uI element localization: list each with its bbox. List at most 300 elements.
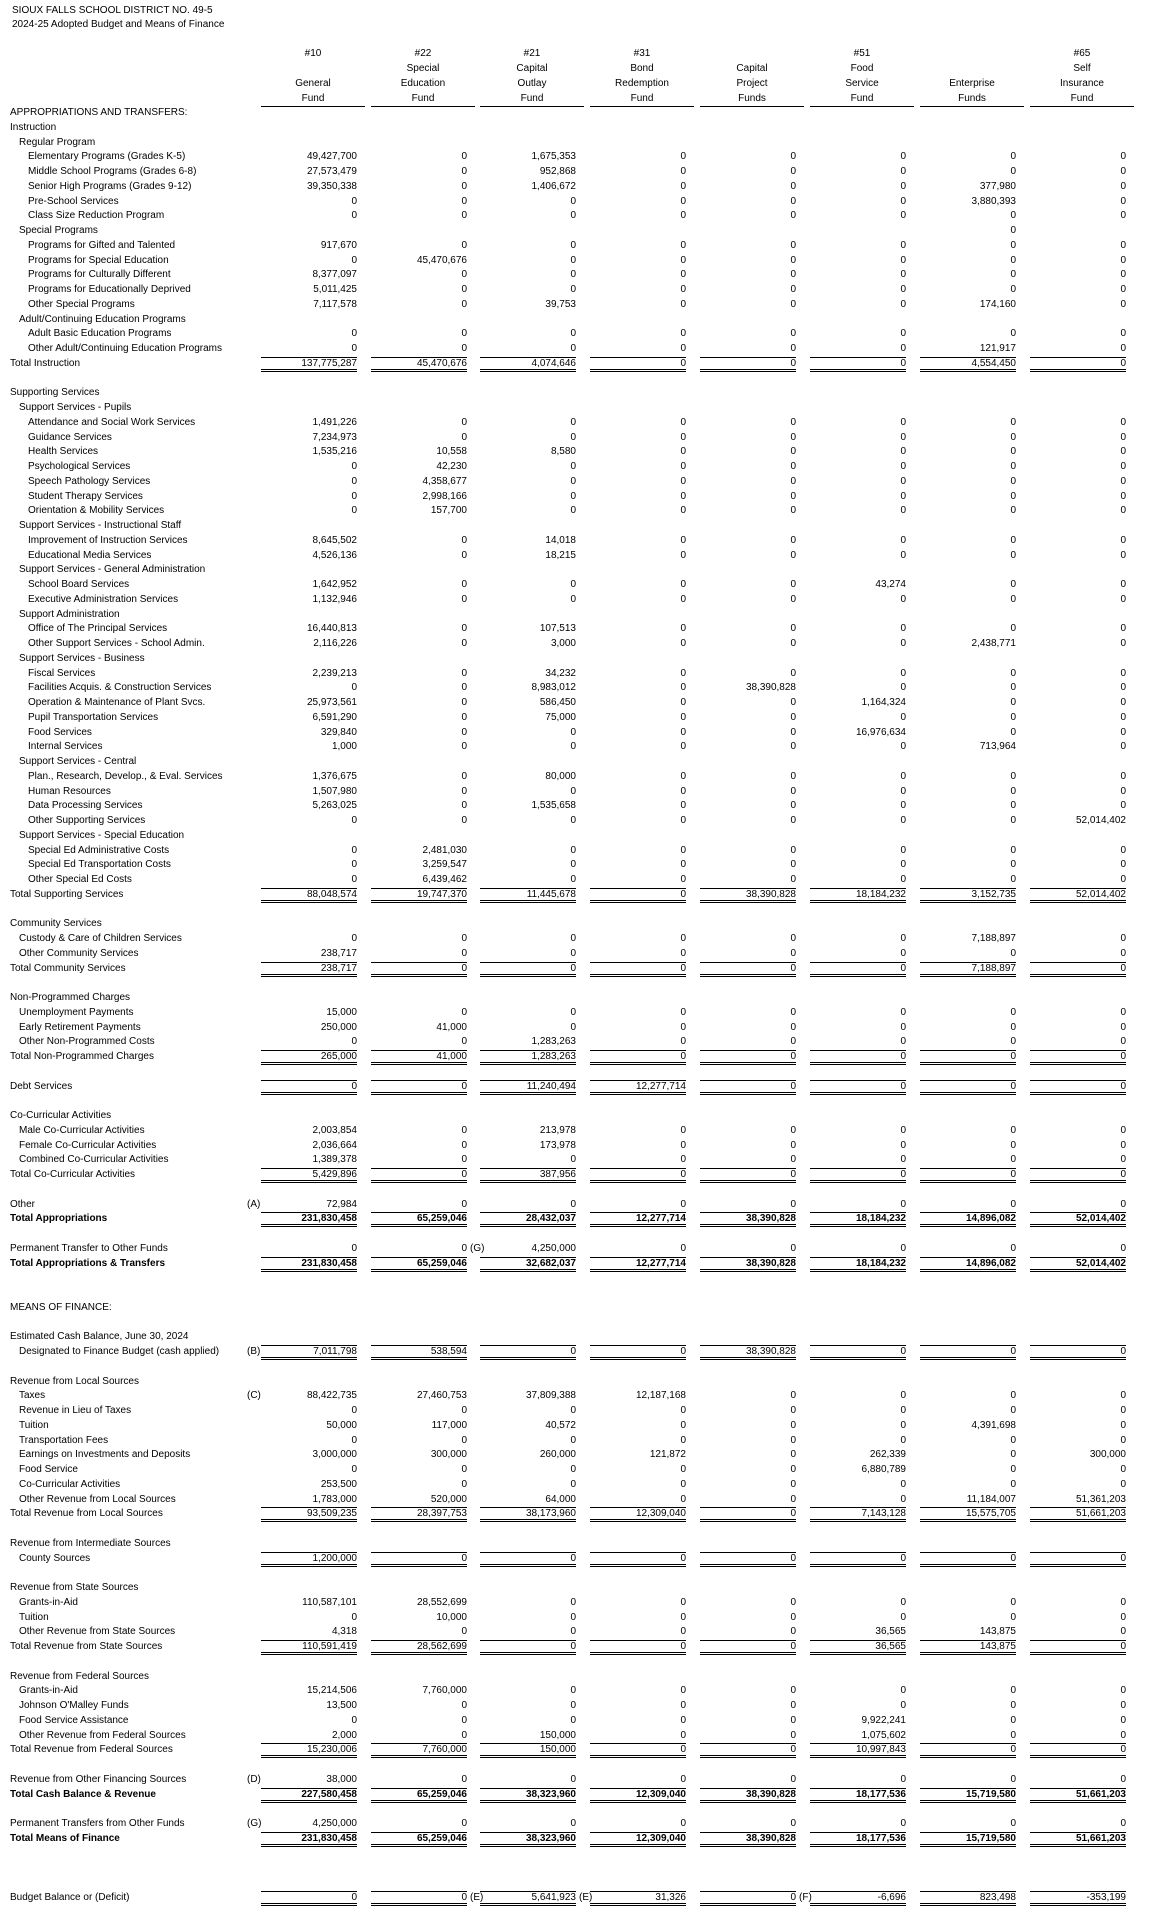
cell-value: 0 (680, 195, 686, 207)
cell-value: -6,696 (810, 1891, 906, 1906)
cell-value: 0 (1120, 269, 1126, 281)
cell-value: 0 (1120, 947, 1126, 959)
row-label: Pupil Transportation Services (28, 711, 159, 723)
cell-value: 0 (900, 298, 906, 310)
cell-value: 0 (790, 785, 796, 797)
cell-value: 88,048,574 (261, 888, 357, 903)
cell-value: 0 (900, 416, 906, 428)
cell-value: 0 (1120, 741, 1126, 753)
cell-value: 0 (900, 461, 906, 472)
cell-value: 0 (790, 1626, 796, 1638)
cell-value: 0 (1120, 1036, 1126, 1048)
row-label: Programs for Special Education (28, 254, 169, 266)
cell-value: 0 (1010, 151, 1016, 163)
cell-value: 0 (790, 1124, 796, 1136)
cell-value: 0 (1120, 505, 1126, 517)
cell-value: 31,326 (590, 1891, 686, 1906)
column-header-line: #51 (853, 48, 871, 59)
cell-value: 0 (590, 1168, 686, 1183)
cell-value: 38,390,828 (745, 682, 796, 694)
cell-value: 0 (790, 697, 796, 708)
cell-value: 0 (461, 785, 467, 797)
column-header-line: #21 (523, 48, 541, 59)
cell-value: 0 (1010, 1729, 1016, 1741)
cell-value: 0 (920, 1080, 1016, 1095)
column-header (700, 46, 804, 107)
cell-value: 75,000 (545, 711, 576, 723)
cell-value: 0 (700, 1050, 796, 1065)
cell-value: 0 (1010, 667, 1016, 679)
cell-value: 0 (461, 1626, 467, 1638)
row-label: Plan., Research, Develop., & Eval. Services (28, 770, 223, 782)
cell-value: 0 (680, 1729, 686, 1741)
row-label: Support Services - Special Education (19, 829, 185, 841)
row-label: Support Services - Business (19, 652, 145, 664)
cell-value: 1,491,226 (312, 416, 357, 428)
column-header-line: Capital (736, 63, 768, 74)
cell-value: 0 (570, 1405, 576, 1416)
cell-value: 0 (1010, 549, 1016, 561)
cell-value: 28,562,699 (371, 1640, 467, 1655)
cell-value: 0 (790, 461, 796, 472)
cell-value: 0 (351, 874, 357, 885)
cell-value: 0 (1120, 1464, 1126, 1475)
cell-value: 0 (1120, 1685, 1126, 1697)
cell-value: 0 (1010, 682, 1016, 694)
cell-value: 0 (461, 933, 467, 944)
cell-value: 0 (1120, 343, 1126, 354)
cell-value: 0 (810, 962, 906, 977)
cell-value: 0 (790, 1154, 796, 1166)
cell-value: 227,580,458 (261, 1788, 357, 1803)
cell-value: 260,000 (539, 1449, 576, 1461)
cell-value: 0 (680, 933, 686, 944)
cell-value: 0 (810, 1552, 906, 1567)
cell-value: 265,000 (261, 1050, 357, 1065)
cell-value: 0 (1010, 697, 1016, 708)
footnote-marker: (E) (579, 1891, 593, 1903)
cell-value: 0 (351, 328, 357, 340)
column-header-line: Fund (261, 91, 365, 107)
cell-value: 0 (790, 490, 796, 502)
cell-value: 0 (461, 1139, 467, 1151)
cell-value: 0 (461, 1464, 467, 1475)
cell-value: 238,717 (261, 962, 357, 977)
cell-value: 1,642,952 (312, 579, 357, 590)
cell-value: 0 (590, 1345, 686, 1360)
cell-value: 7,760,000 (371, 1743, 467, 1758)
cell-value: 0 (570, 461, 576, 472)
cell-value: 0 (680, 461, 686, 472)
row-label: MEANS OF FINANCE: (10, 1301, 112, 1313)
cell-value: 0 (790, 844, 796, 856)
cell-value: 0 (1010, 844, 1016, 856)
cell-value: 0 (790, 1464, 796, 1475)
cell-value: 0 (1120, 431, 1126, 443)
cell-value: 0 (900, 1478, 906, 1490)
cell-value: 32,682,037 (480, 1257, 576, 1272)
cell-value: 0 (1120, 1611, 1126, 1623)
column-header-line (261, 61, 365, 76)
cell-value: 0 (1010, 431, 1016, 443)
cell-value: 9,922,241 (861, 1714, 906, 1726)
cell-value: 65,259,046 (371, 1257, 467, 1272)
cell-value: 0 (1010, 1449, 1016, 1461)
cell-value: 0 (351, 1464, 357, 1475)
cell-value: 72,984 (326, 1198, 357, 1210)
cell-value: 0 (900, 328, 906, 340)
row-label: Earnings on Investments and Deposits (19, 1449, 191, 1461)
cell-value: 0 (461, 1006, 467, 1018)
cell-value: 6,591,290 (312, 711, 357, 723)
cell-value: 27,460,753 (416, 1390, 467, 1402)
cell-value: 7,143,128 (810, 1507, 906, 1522)
cell-value: 0 (1120, 1390, 1126, 1402)
cell-value: 0 (900, 874, 906, 885)
row-label: Other Revenue from Local Sources (19, 1493, 176, 1505)
cell-value: 0 (1010, 874, 1016, 885)
cell-value: 253,500 (320, 1478, 357, 1490)
cell-value: 0 (461, 1818, 467, 1829)
cell-value: 0 (900, 947, 906, 959)
column-header (920, 46, 1024, 107)
cell-value: 0 (1120, 446, 1126, 458)
row-label: Other Community Services (19, 947, 139, 959)
cell-value: 0 (1120, 461, 1126, 472)
column-header (810, 46, 914, 107)
row-label: Co-Curricular Activities (19, 1478, 121, 1490)
row-label: Total Revenue from State Sources (10, 1641, 163, 1652)
cell-value: 0 (480, 1345, 576, 1360)
cell-value: 0 (351, 933, 357, 944)
cell-value: 38,390,828 (700, 1212, 796, 1227)
cell-value: 0 (461, 638, 467, 649)
cell-value: 0 (461, 1773, 467, 1785)
cell-value: 2,438,771 (971, 638, 1016, 649)
row-label: Middle School Programs (Grades 6-8) (28, 166, 197, 177)
cell-value: 0 (461, 180, 467, 192)
cell-value: 121,872 (649, 1449, 686, 1461)
cell-value: 0 (900, 859, 906, 871)
row-label: Other Support Services - School Admin. (28, 638, 205, 649)
cell-value: 0 (1120, 1626, 1126, 1638)
cell-value: 0 (790, 859, 796, 871)
cell-value: 0 (351, 490, 357, 502)
cell-value: 0 (1010, 446, 1016, 458)
cell-value: 1,075,602 (861, 1729, 906, 1741)
cell-value: 538,594 (371, 1345, 467, 1360)
column-header-line: Special (406, 63, 440, 74)
cell-value: 0 (461, 195, 467, 207)
cell-value: 0 (790, 1242, 796, 1254)
row-label: Operation & Maintenance of Plant Svcs. (28, 697, 206, 708)
cell-value: 0 (1120, 1818, 1126, 1829)
cell-value: 0 (1010, 475, 1016, 487)
cell-value: 0 (461, 1700, 467, 1711)
cell-value: 52,014,402 (1030, 888, 1126, 903)
row-label: Adult Basic Education Programs (28, 328, 172, 340)
cell-value: 0 (900, 549, 906, 561)
cell-value: 18,184,232 (810, 888, 906, 903)
cell-value: 0 (351, 343, 357, 354)
cell-value: 117,000 (431, 1419, 467, 1431)
cell-value: 0 (570, 195, 576, 207)
cell-value: 0 (570, 1714, 576, 1726)
cell-value: 0 (790, 254, 796, 266)
cell-value: 300,000 (430, 1449, 467, 1461)
cell-value: 0 (790, 1729, 796, 1741)
cell-value: 13,500 (326, 1700, 357, 1711)
cell-value: 0 (1010, 269, 1016, 281)
row-label: Non-Programmed Charges (10, 992, 131, 1003)
cell-value: 0 (1120, 1700, 1126, 1711)
row-label: Total Co-Curricular Activities (10, 1169, 136, 1180)
cell-value: 11,240,494 (480, 1080, 576, 1095)
row-label: Transportation Fees (19, 1434, 109, 1446)
cell-value: 0 (570, 785, 576, 797)
cell-value: 0 (1010, 254, 1016, 266)
cell-value: 0 (680, 593, 686, 605)
cell-value: 0 (900, 1596, 906, 1608)
cell-value: 0 (461, 1405, 467, 1416)
cell-value: 0 (700, 1080, 796, 1095)
cell-value: 0 (461, 431, 467, 443)
cell-value: 0 (1030, 357, 1126, 372)
cell-value: 3,000,000 (312, 1449, 357, 1461)
cell-value: 0 (680, 1405, 686, 1416)
row-label: Grants-in-Aid (19, 1596, 78, 1608)
column-header-line: Fund (1030, 91, 1134, 107)
row-label: Custody & Care of Children Services (19, 933, 182, 944)
cell-value: 0 (1010, 239, 1016, 251)
column-header-line: Enterprise (949, 78, 995, 89)
cell-value: 0 (1010, 815, 1016, 826)
cell-value: 0 (1030, 1050, 1126, 1065)
row-label: Educational Media Services (28, 549, 152, 561)
cell-value: 0 (790, 667, 796, 679)
cell-value: 0 (461, 269, 467, 281)
cell-value: 4,318 (331, 1626, 357, 1638)
cell-value: 0 (700, 357, 796, 372)
cell-value: 377,980 (979, 180, 1016, 192)
cell-value: 41,000 (436, 1021, 467, 1033)
cell-value: 0 (1120, 1419, 1126, 1431)
cell-value: 0 (461, 1434, 467, 1446)
cell-value: 0 (1010, 210, 1016, 222)
cell-value: 0 (590, 357, 686, 372)
cell-value: 0 (1120, 697, 1126, 708)
cell-value: 0 (900, 1700, 906, 1711)
cell-value: 0 (480, 962, 576, 977)
cell-value: 0 (900, 1006, 906, 1018)
row-label: Debt Services (10, 1080, 73, 1092)
district-name: SIOUX FALLS SCHOOL DISTRICT NO. 49-5 (12, 5, 213, 16)
cell-value: 7,011,798 (261, 1345, 357, 1360)
cell-value: 1,132,946 (312, 593, 357, 605)
cell-value: 0 (461, 298, 467, 310)
cell-value: 0 (700, 1743, 796, 1758)
cell-value: 0 (1120, 593, 1126, 605)
row-label: Other (10, 1198, 36, 1210)
cell-value: 0 (680, 579, 686, 590)
cell-value: 952,868 (539, 166, 576, 177)
row-label: Food Services (28, 726, 92, 738)
cell-value: 0 (570, 1464, 576, 1475)
cell-value: 0 (790, 1449, 796, 1461)
cell-value: 174,160 (979, 298, 1016, 310)
cell-value: 4,526,136 (312, 549, 357, 561)
cell-value: 14,896,082 (920, 1257, 1016, 1272)
cell-value: 51,661,203 (1030, 1507, 1126, 1522)
cell-value: 0 (570, 1626, 576, 1638)
column-header-line: Funds (920, 91, 1024, 107)
cell-value: 0 (461, 210, 467, 222)
cell-value: 0 (351, 505, 357, 517)
cell-value: 0 (790, 1390, 796, 1402)
cell-value: 0 (371, 962, 467, 977)
cell-value: 0 (1010, 1464, 1016, 1475)
row-label: Tuition (19, 1611, 49, 1623)
cell-value: 6,880,789 (861, 1464, 906, 1475)
cell-value: 0 (790, 416, 796, 428)
cell-value: 2,003,854 (312, 1124, 357, 1136)
cell-value: 0 (570, 741, 576, 753)
cell-value: 0 (700, 1168, 796, 1183)
cell-value: 0 (570, 1773, 576, 1785)
row-label: Female Co-Curricular Activities (19, 1139, 157, 1151)
cell-value: 0 (680, 328, 686, 340)
cell-value: 0 (570, 1021, 576, 1033)
cell-value: 0 (371, 1168, 467, 1183)
cell-value: 5,641,923 (480, 1891, 576, 1906)
cell-value: 2,481,030 (422, 844, 467, 856)
cell-value: 27,573,479 (306, 166, 357, 177)
cell-value: 15,719,580 (920, 1832, 1016, 1847)
cell-value: 0 (1010, 1242, 1016, 1254)
cell-value: 0 (1120, 416, 1126, 428)
cell-value: 65,259,046 (371, 1788, 467, 1803)
cell-value: 0 (570, 579, 576, 590)
row-label: Revenue in Lieu of Taxes (19, 1405, 132, 1416)
cell-value: 34,232 (545, 667, 576, 679)
cell-value: 0 (351, 210, 357, 222)
row-label: Speech Pathology Services (28, 475, 151, 487)
cell-value: 0 (900, 490, 906, 502)
cell-value: 0 (1010, 1434, 1016, 1446)
cell-value: 0 (790, 549, 796, 561)
cell-value: 0 (1120, 800, 1126, 812)
cell-value: 0 (680, 859, 686, 871)
cell-value: 0 (900, 475, 906, 487)
cell-value: 0 (790, 1006, 796, 1018)
cell-value: 0 (1120, 1021, 1126, 1033)
cell-value: 0 (1030, 1640, 1126, 1655)
footnote-marker: (G) (247, 1818, 262, 1829)
row-label: Total Supporting Services (10, 888, 124, 900)
column-header-line (700, 46, 804, 61)
cell-value: 28,552,699 (416, 1596, 467, 1608)
cell-value: 0 (790, 800, 796, 812)
row-label: Total Appropriations (10, 1213, 108, 1225)
cell-value: 0 (461, 579, 467, 590)
row-label: Special Programs (19, 225, 98, 236)
cell-value: 2,239,213 (312, 667, 357, 679)
cell-value: 0 (461, 1198, 467, 1210)
cell-value: 16,440,813 (306, 623, 357, 635)
row-label: Attendance and Social Work Services (28, 416, 196, 428)
cell-value: 0 (480, 1640, 576, 1655)
cell-value: 231,830,458 (261, 1212, 357, 1227)
cell-value: 3,152,735 (920, 888, 1016, 903)
cell-value: 0 (1120, 579, 1126, 590)
cell-value: 1,406,672 (531, 180, 576, 192)
cell-value: 0 (1120, 1124, 1126, 1136)
cell-value: 0 (790, 1700, 796, 1711)
cell-value: 0 (570, 490, 576, 502)
cell-value: 0 (900, 844, 906, 856)
row-label: Instruction (10, 121, 57, 133)
column-header-line: Fund (371, 91, 475, 107)
cell-value: 0 (790, 1139, 796, 1151)
column-header-line: Fund (480, 91, 584, 107)
footnote-marker: (E) (470, 1891, 484, 1903)
column-header-line: Insurance (1060, 78, 1104, 89)
cell-value: 0 (570, 239, 576, 251)
cell-value: 0 (900, 1021, 906, 1033)
cell-value: 10,000 (436, 1611, 467, 1623)
cell-value: 0 (680, 254, 686, 266)
cell-value: 0 (680, 1021, 686, 1033)
cell-value: 0 (900, 711, 906, 723)
cell-value: 38,390,828 (700, 1788, 796, 1803)
row-label: Revenue from Federal Sources (10, 1670, 149, 1682)
cell-value: 0 (261, 1080, 357, 1095)
cell-value: 1,675,353 (531, 151, 576, 163)
cell-value: 0 (570, 1434, 576, 1446)
cell-value: 0 (461, 1714, 467, 1726)
cell-value: 1,376,675 (312, 770, 357, 782)
cell-value: 0 (1010, 1405, 1016, 1416)
cell-value: 0 (920, 1552, 1016, 1567)
cell-value: 0 (1120, 1596, 1126, 1608)
cell-value: 0 (680, 785, 686, 797)
cell-value: 0 (351, 1036, 357, 1048)
cell-value: 15,575,705 (920, 1507, 1016, 1522)
cell-value: 2,116,226 (313, 638, 357, 649)
row-label: Male Co-Curricular Activities (19, 1124, 145, 1136)
cell-value: 0 (680, 711, 686, 723)
cell-value: 0 (461, 166, 467, 177)
cell-value: 0 (680, 534, 686, 546)
cell-value: 823,498 (920, 1891, 1016, 1906)
cell-value: 0 (790, 210, 796, 222)
cell-value: 0 (900, 1036, 906, 1048)
cell-value: 0 (1120, 726, 1126, 738)
cell-value: 11,445,678 (480, 888, 576, 903)
cell-value: 0 (461, 1036, 467, 1048)
cell-value: 7,188,897 (971, 933, 1016, 944)
cell-value: 0 (480, 1552, 576, 1567)
cell-value: 36,565 (810, 1640, 906, 1655)
cell-value: 65,259,046 (371, 1832, 467, 1847)
cell-value: 0 (351, 1611, 357, 1623)
cell-value: 0 (790, 151, 796, 163)
cell-value: 262,339 (869, 1449, 906, 1461)
row-label: Health Services (28, 446, 99, 458)
cell-value: 0 (680, 1464, 686, 1475)
cell-value: 0 (1010, 623, 1016, 635)
cell-value: 0 (1010, 166, 1016, 177)
